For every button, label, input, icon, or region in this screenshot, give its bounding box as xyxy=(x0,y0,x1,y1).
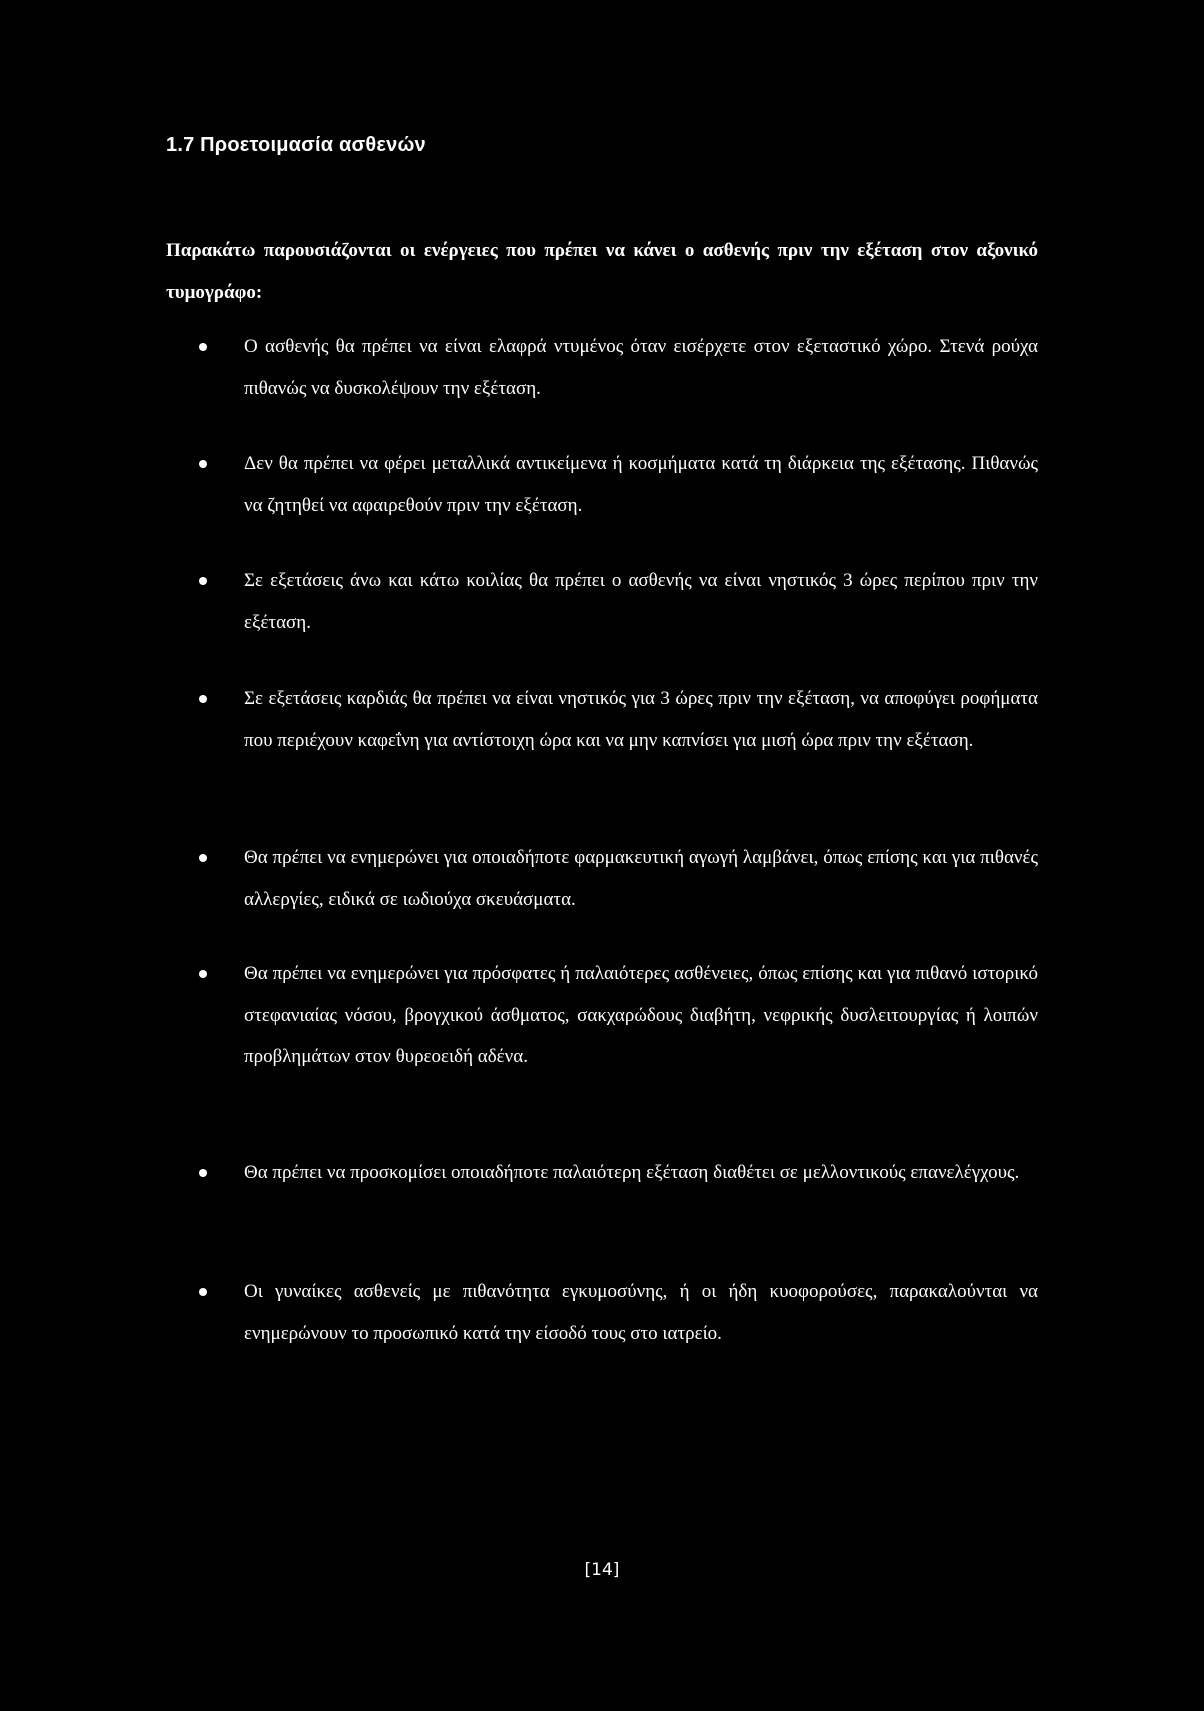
list-item xyxy=(244,953,1038,1078)
list-item xyxy=(244,1152,1038,1194)
bullet-icon xyxy=(199,460,207,468)
page-number: [14] xyxy=(584,1560,620,1580)
list-item-text: Δεν θα πρέπει να φέρει μεταλλικά αντικείμενα ή κοσμήματα κατά τη διάρκεια της εξέτασης. Πιθανώς να ζητηθεί να αφαιρεθούν πριν την εξέταση. xyxy=(244,453,1038,516)
list-item xyxy=(244,560,1038,643)
bullet-icon xyxy=(199,1288,207,1296)
list-item xyxy=(244,1271,1038,1354)
bullet-icon xyxy=(199,343,207,351)
bullet-icon xyxy=(199,854,207,862)
list-item-text: Θα πρέπει να προσκομίσει οποιαδήποτε παλαιότερη εξέταση διαθέτει σε μελλοντικούς επανελέγχους. xyxy=(244,1162,1020,1183)
intro-paragraph: Παρακάτω παρουσιάζονται οι ενέργειες που πρέπει να κάνει ο ασθενής πριν την εξέταση στον αξονικό τυμογράφο: xyxy=(166,240,1038,303)
section-title: 1.7 Προετοιμασία ασθενών xyxy=(166,134,426,156)
bullet-icon xyxy=(199,970,207,978)
list-item xyxy=(244,326,1038,409)
list-item-text: Ο ασθενής θα πρέπει να είναι ελαφρά ντυμένος όταν εισέρχετε στον εξεταστικό χώρο. Στενά ρούχα πιθανώς να δυσκολέψουν την εξέταση. xyxy=(244,336,1038,399)
bullet-icon xyxy=(199,695,207,703)
list-item xyxy=(244,443,1038,526)
list-item-text: Σε εξετάσεις άνω και κάτω κοιλίας θα πρέπει ο ασθενής να είναι νηστικός 3 ώρες περίπου πριν την εξέταση. xyxy=(244,570,1038,633)
list-item-text: Θα πρέπει να ενημερώνει για πρόσφατες ή παλαιότερες ασθένειες, όπως επίσης και για πιθανό ιστορικό στεφανιαίας νόσου, βρογχικού άσθματος, σακχαρώδους διαβήτη, νεφρικής δυσλειτουργίας ή λοιπών προβλημάτων στον θυρεοειδή αδένα. xyxy=(244,963,1038,1067)
bullet-icon xyxy=(199,577,207,585)
list-item-text: Οι γυναίκες ασθενείς με πιθανότητα εγκυμοσύνης, ή οι ήδη κυοφορούσες, παρακαλούνται να ενημερώνουν το προσωπικό κατά την είσοδό τους στο ιατρείο. xyxy=(244,1281,1038,1344)
list-item-text: Σε εξετάσεις καρδιάς θα πρέπει να είναι νηστικός για 3 ώρες πριν την εξέταση, να αποφύγει ροφήματα που περιέχουν καφεΐνη για αντίστοιχη ώρα και να μην καπνίσει για μισή ώρα πριν την εξέταση. xyxy=(244,688,1038,751)
list-item-text: Θα πρέπει να ενημερώνει για οποιαδήποτε φαρμακευτική αγωγή λαμβάνει, όπως επίσης και για πιθανές αλλεργίες, ειδικά σε ιωδιούχα σκευάσματα. xyxy=(244,847,1038,910)
list-item xyxy=(244,678,1038,761)
list-item xyxy=(244,837,1038,920)
bullet-icon xyxy=(199,1169,207,1177)
